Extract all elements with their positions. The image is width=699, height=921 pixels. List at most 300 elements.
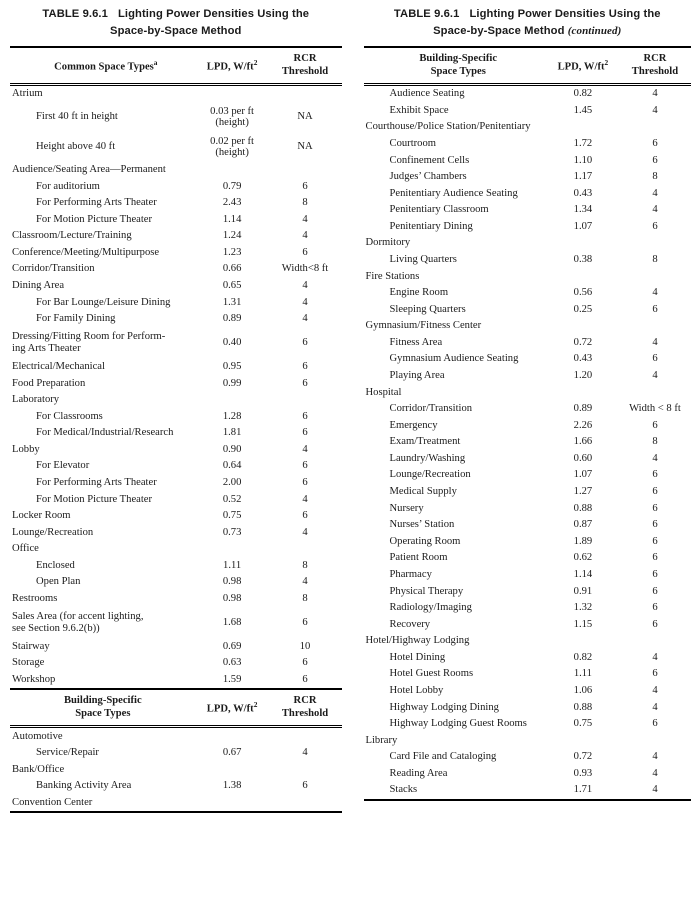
lpd-value-cell: 0.63 xyxy=(222,657,242,669)
rcr-threshold-cell: 6 xyxy=(652,220,658,232)
lpd-value-cell: 0.25 xyxy=(573,303,593,315)
space-type-cell: For Motion Picture Theater xyxy=(36,213,153,225)
table-header-building-right xyxy=(364,47,692,85)
space-type-cell: Sales Area (for accent lighting, see Section 9.6.2(b)) xyxy=(12,610,144,634)
table-row xyxy=(364,650,692,667)
space-type-cell: For Performing Arts Theater xyxy=(36,476,157,488)
table-row xyxy=(364,335,692,352)
rcr-threshold-cell: 4 xyxy=(302,280,308,291)
table-row xyxy=(10,672,342,689)
rcr-threshold-cell: 6 xyxy=(302,673,308,685)
table-number: TABLE 9.6.1 xyxy=(42,8,108,20)
table-row xyxy=(364,285,692,302)
table-common-space-types xyxy=(10,46,342,688)
space-type-cell: For auditorium xyxy=(36,180,100,192)
column-header-rcr: RCR Threshold xyxy=(619,47,691,85)
table-row xyxy=(364,152,692,169)
rcr-threshold-cell: Width<8 ft xyxy=(281,263,329,275)
rcr-threshold-cell: 6 xyxy=(302,460,308,472)
lpd-value-cell: 0.62 xyxy=(573,552,593,564)
space-type-cell: For Family Dining xyxy=(36,313,116,325)
rcr-threshold-cell xyxy=(619,384,691,401)
table-row xyxy=(364,235,692,252)
rcr-threshold-cell: 6 xyxy=(302,427,308,439)
lpd-value-cell: 0.67 xyxy=(222,747,242,759)
table-row xyxy=(10,375,342,392)
table-caption-left xyxy=(10,0,342,46)
lpd-value-cell: 1.28 xyxy=(222,410,242,422)
space-type-cell: Audience/Seating Area—Permanent xyxy=(12,163,166,175)
lpd-value-cell: 1.38 xyxy=(222,780,242,792)
table-row xyxy=(364,351,692,368)
space-type-cell: Office xyxy=(12,543,39,555)
table-row xyxy=(364,534,692,551)
lpd-value-cell: 1.81 xyxy=(222,427,242,439)
table-row xyxy=(10,727,342,745)
space-type-cell: Pharmacy xyxy=(389,568,432,580)
table-row xyxy=(10,103,342,133)
table-row xyxy=(10,558,342,575)
rcr-threshold-cell: 6 xyxy=(652,486,658,498)
lpd-value-cell: 0.95 xyxy=(222,360,242,372)
lpd-value-cell: 1.71 xyxy=(547,782,619,800)
table-row xyxy=(364,633,692,650)
rcr-threshold-cell xyxy=(269,85,342,103)
space-type-cell: Corridor/Transition xyxy=(389,403,473,415)
table-row xyxy=(10,778,342,795)
lpd-value-cell: 0.64 xyxy=(222,460,242,472)
lpd-value-cell xyxy=(547,119,619,136)
table-row xyxy=(10,508,342,525)
lpd-value-cell: 1.89 xyxy=(573,535,593,547)
table-row xyxy=(364,550,692,567)
rcr-threshold-cell: 4 xyxy=(652,767,658,779)
lpd-value-cell: 1.23 xyxy=(222,246,242,258)
lpd-value-cell: 1.07 xyxy=(573,469,593,481)
lpd-value-cell xyxy=(196,795,269,813)
table-row xyxy=(10,795,342,813)
space-type-cell: For Performing Arts Theater xyxy=(36,197,157,209)
rcr-threshold-cell: 4 xyxy=(302,313,308,325)
lpd-value-cell: 2.26 xyxy=(573,419,593,431)
table-row xyxy=(364,318,692,335)
space-type-cell: Penitentiary Audience Seating xyxy=(389,187,518,199)
space-type-cell: Playing Area xyxy=(389,370,445,382)
lpd-value-cell xyxy=(547,235,619,252)
space-type-cell: Laundry/Washing xyxy=(389,452,466,464)
space-type-cell: Sleeping Quarters xyxy=(389,303,466,315)
table-row xyxy=(364,185,692,202)
column-header-rcr: RCR Threshold xyxy=(269,689,342,727)
space-type-cell: For Classrooms xyxy=(36,410,103,422)
table-header-building-left xyxy=(10,689,342,727)
space-type-cell: Audience Seating xyxy=(389,88,465,100)
rcr-threshold-cell: NA xyxy=(297,111,313,123)
column-header-lpd: LPD, $W/ft^2$ xyxy=(196,47,269,85)
rcr-threshold-cell: 6 xyxy=(652,568,658,580)
rcr-threshold-cell: 4 xyxy=(302,493,308,505)
table-row xyxy=(10,294,342,311)
lpd-value-cell: 1.20 xyxy=(573,370,593,382)
space-type-cell: Nurses’ Station xyxy=(389,519,455,531)
lpd-value-cell: 0.79 xyxy=(222,180,242,192)
footnote-marker-a: a xyxy=(153,57,158,67)
table-row xyxy=(364,733,692,750)
lpd-value-cell: 0.66 xyxy=(222,263,242,275)
rcr-threshold-cell: 6 xyxy=(652,552,658,564)
lpd-value-cell: 1.45 xyxy=(573,104,593,116)
lpd-value-cell xyxy=(196,541,269,558)
table-title-line1: Lighting Power Densities Using the xyxy=(117,8,310,20)
table-row xyxy=(364,484,692,501)
table-building-specific-left xyxy=(10,688,342,813)
rcr-threshold-cell xyxy=(619,733,691,750)
column-header-building-space-type: Building-Specific Space Types xyxy=(10,689,196,727)
rcr-threshold-cell: 6 xyxy=(652,469,658,481)
table-row xyxy=(364,500,692,517)
lpd-value-cell: 0.87 xyxy=(573,519,593,531)
table-row xyxy=(364,716,692,733)
space-type-cell: Dressing/Fitting Room for Perform- ing Arts Theater xyxy=(12,330,166,355)
lpd-value-cell xyxy=(547,318,619,335)
table-row xyxy=(364,517,692,534)
space-type-cell: Engine Room xyxy=(389,287,449,299)
table-row xyxy=(364,782,692,800)
lpd-value-cell xyxy=(547,633,619,650)
table-row xyxy=(10,132,342,162)
rcr-threshold-cell: 4 xyxy=(652,187,658,199)
lpd-value-cell: 0.43 xyxy=(573,187,593,199)
space-type-cell: Height above 40 ft xyxy=(36,140,116,152)
table-row xyxy=(364,85,692,103)
rcr-threshold-cell: 6 xyxy=(302,360,308,372)
space-type-cell: Conference/Meeting/Multipurpose xyxy=(12,246,160,258)
space-type-cell: Gymnasium Audience Seating xyxy=(389,353,519,365)
space-type-cell: Patient Room xyxy=(389,552,448,564)
table-row xyxy=(364,567,692,584)
table-row xyxy=(364,418,692,435)
rcr-threshold-cell: 8 xyxy=(652,436,658,448)
table-row xyxy=(364,749,692,766)
rcr-threshold-cell: 4 xyxy=(652,452,658,464)
table-row xyxy=(10,261,342,278)
rcr-threshold-cell: 6 xyxy=(652,303,658,315)
lpd-value-cell: 1.14 xyxy=(573,568,593,580)
rcr-threshold-cell: 10 xyxy=(299,640,311,652)
rcr-threshold-cell: 6 xyxy=(302,657,308,669)
table-body-building-right xyxy=(364,85,692,800)
lpd-value-cell xyxy=(196,761,269,778)
table-row xyxy=(10,425,342,442)
rcr-threshold-cell xyxy=(269,795,342,813)
lpd-value-cell: 1.11 xyxy=(223,559,242,571)
lpd-value-cell: 1.06 xyxy=(573,685,593,696)
space-type-cell: Highway Lodging Dining xyxy=(389,701,499,713)
rcr-threshold-cell xyxy=(619,119,691,136)
table-row xyxy=(10,541,342,558)
column-header-lpd: LPD, $W/ft^2$ xyxy=(547,47,619,85)
table-row xyxy=(364,302,692,319)
lpd-value-cell: 0.91 xyxy=(573,585,593,597)
space-type-cell: Nursery xyxy=(389,502,424,514)
space-type-cell: Physical Therapy xyxy=(389,585,464,597)
space-type-cell: Dormitory xyxy=(365,237,411,249)
lpd-value-cell: 0.93 xyxy=(573,767,593,779)
space-type-cell: Automotive xyxy=(12,730,63,742)
space-type-cell: Open Plan xyxy=(36,576,81,588)
rcr-threshold-cell: 6 xyxy=(652,718,658,730)
table-row xyxy=(364,666,692,683)
space-type-cell: Emergency xyxy=(389,419,438,431)
table-row xyxy=(364,467,692,484)
lpd-value-cell: 0.03 per ft (height) xyxy=(210,105,255,129)
lpd-value-cell: 0.52 xyxy=(222,493,242,505)
lpd-value-cell xyxy=(196,85,269,103)
table-row xyxy=(364,268,692,285)
table-row xyxy=(10,574,342,591)
rcr-threshold-cell: 6 xyxy=(302,180,308,192)
space-type-cell: Dining Area xyxy=(12,280,65,291)
table-row xyxy=(364,169,692,186)
rcr-threshold-cell: 6 xyxy=(652,535,658,547)
rcr-threshold-cell: 6 xyxy=(302,377,308,389)
rcr-threshold-cell: 6 xyxy=(302,246,308,258)
rcr-threshold-cell xyxy=(269,761,342,778)
space-type-cell: Food Preparation xyxy=(12,377,86,389)
rcr-threshold-cell: 4 xyxy=(302,213,308,225)
lpd-value-cell: 1.24 xyxy=(222,230,242,242)
table-row xyxy=(364,617,692,634)
space-type-cell: For Bar Lounge/Leisure Dining xyxy=(36,296,171,308)
space-type-cell: Penitentiary Dining xyxy=(389,220,473,232)
space-type-cell: Locker Room xyxy=(12,510,71,522)
rcr-threshold-cell: 4 xyxy=(302,296,308,308)
space-type-cell: Confinement Cells xyxy=(389,154,470,166)
table-row xyxy=(10,195,342,212)
lpd-value-cell: 1.27 xyxy=(573,486,593,498)
table-row xyxy=(10,212,342,229)
rcr-threshold-cell xyxy=(619,318,691,335)
space-type-cell: Lounge/Recreation xyxy=(389,469,471,481)
space-type-cell: Medical Supply xyxy=(389,486,457,498)
rcr-threshold-cell xyxy=(619,633,691,650)
lpd-value-cell: 1.59 xyxy=(222,673,242,685)
rcr-threshold-cell: 6 xyxy=(302,337,308,349)
space-type-cell: Service/Repair xyxy=(36,747,99,759)
table-row xyxy=(364,699,692,716)
lpd-value-cell: 0.69 xyxy=(222,640,242,652)
space-type-cell: Exhibit Space xyxy=(389,104,449,116)
column-header-building-space-type: Building-Specific Space Types xyxy=(364,47,547,85)
space-type-cell: Bank/Office xyxy=(12,763,65,775)
space-type-cell: Courthouse/Police Station/Penitentiary xyxy=(365,121,531,133)
table-row xyxy=(364,583,692,600)
space-type-cell: Penitentiary Classroom xyxy=(389,204,489,216)
lpd-value-cell: 0.75 xyxy=(573,718,593,730)
rcr-threshold-cell: NA xyxy=(297,140,313,152)
table-row xyxy=(10,359,342,376)
table-building-specific-right xyxy=(364,46,692,801)
lpd-value-cell xyxy=(196,392,269,409)
rcr-threshold-cell: 6 xyxy=(652,618,658,630)
lpd-value-cell xyxy=(547,384,619,401)
space-type-cell: Hotel/Highway Lodging xyxy=(365,635,470,647)
space-type-cell: Lobby xyxy=(12,443,40,455)
column-header-rcr: RCR Threshold xyxy=(269,47,342,85)
lpd-value-cell: 2.00 xyxy=(222,476,242,488)
table-title-line2: Space-by-Space Method xyxy=(110,25,242,37)
space-type-cell: Workshop xyxy=(12,673,56,685)
space-type-cell: First 40 ft in height xyxy=(36,111,118,123)
lpd-value-cell: 0.38 xyxy=(573,253,593,265)
rcr-threshold-cell: 4 xyxy=(302,526,308,538)
rcr-threshold-cell: 4 xyxy=(652,370,658,382)
space-type-cell: Fire Stations xyxy=(365,270,420,282)
table-title-line2: Space-by-Space Method xyxy=(433,25,565,37)
rcr-threshold-cell: 8 xyxy=(302,593,308,605)
table-row xyxy=(10,442,342,459)
rcr-threshold-cell: 8 xyxy=(652,253,658,265)
space-type-cell: Reading Area xyxy=(389,767,448,779)
rcr-threshold-cell: 6 xyxy=(652,602,658,614)
column-header-space-type: Common Space Types$^a$ xyxy=(10,47,196,85)
rcr-threshold-cell: 6 xyxy=(652,353,658,365)
table-row xyxy=(10,639,342,656)
space-type-cell: Stacks xyxy=(364,782,547,800)
space-type-cell: Highway Lodging Guest Rooms xyxy=(389,718,527,730)
table-header-common xyxy=(10,47,342,85)
table-row xyxy=(364,683,692,700)
continued-label: (continued) xyxy=(567,25,622,37)
right-column xyxy=(350,0,699,921)
table-caption-right xyxy=(364,0,692,46)
rcr-threshold-cell: 6 xyxy=(652,502,658,514)
lpd-value-cell: 0.40 xyxy=(222,337,242,349)
space-type-cell: Enclosed xyxy=(36,559,75,571)
lpd-value-cell: 1.17 xyxy=(573,171,593,183)
rcr-threshold-cell: 6 xyxy=(302,510,308,522)
rcr-threshold-cell: 4 xyxy=(652,104,658,116)
lpd-value-cell: 0.98 xyxy=(222,593,242,605)
table-row xyxy=(364,136,692,153)
rcr-threshold-cell: 4 xyxy=(302,230,308,242)
lpd-value-cell: 2.43 xyxy=(222,197,242,209)
space-type-cell: Storage xyxy=(12,657,45,669)
rcr-threshold-cell xyxy=(269,727,342,745)
lpd-value-cell xyxy=(196,727,269,745)
rcr-threshold-cell: 6 xyxy=(652,668,658,680)
rcr-threshold-cell: 8 xyxy=(302,559,308,571)
space-type-cell: Classroom/Lecture/Training xyxy=(12,230,132,242)
rcr-threshold-cell: 6 xyxy=(302,616,308,628)
lpd-value-cell: 0.02 per ft (height) xyxy=(210,135,255,158)
space-type-cell: Card File and Cataloging xyxy=(389,751,497,763)
table-row xyxy=(10,745,342,762)
rcr-threshold-cell: 4 xyxy=(652,287,658,299)
space-type-cell: Laboratory xyxy=(12,394,60,406)
lpd-value-cell: 0.90 xyxy=(222,443,242,455)
lpd-value-cell: 1.72 xyxy=(573,137,593,149)
rcr-threshold-cell: 4 xyxy=(652,751,658,763)
table-row xyxy=(364,202,692,219)
table-row xyxy=(10,408,342,425)
rcr-threshold-cell: Width < 8 ft xyxy=(629,403,681,415)
space-type-cell: Corridor/Transition xyxy=(12,263,95,275)
table-row xyxy=(364,766,692,783)
table-body-common xyxy=(10,85,342,689)
lpd-value-cell xyxy=(547,268,619,285)
rcr-threshold-cell: 6 xyxy=(652,419,658,431)
lpd-value-cell: 1.34 xyxy=(573,204,593,216)
rcr-threshold-cell: 4 xyxy=(302,576,308,588)
lpd-value-cell: 0.98 xyxy=(222,576,242,588)
lpd-value-cell: 0.82 xyxy=(573,88,593,100)
table-row xyxy=(10,85,342,103)
rcr-threshold-cell: 4 xyxy=(652,701,658,713)
table-row xyxy=(10,458,342,475)
table-row xyxy=(364,401,692,418)
table-row xyxy=(10,525,342,542)
lpd-value-cell: 0.72 xyxy=(573,751,593,763)
lpd-value-cell: 0.88 xyxy=(573,502,593,514)
space-type-cell: For Medical/Industrial/Research xyxy=(36,427,174,439)
space-type-cell: Lounge/Recreation xyxy=(12,526,94,538)
lpd-value-cell: 1.07 xyxy=(573,220,593,232)
lpd-value-cell: 0.72 xyxy=(573,336,593,348)
lpd-value-cell: 0.89 xyxy=(573,403,593,415)
table-body-building-left xyxy=(10,727,342,812)
lpd-value-cell: 0.73 xyxy=(222,526,242,538)
rcr-threshold-cell xyxy=(269,541,342,558)
lpd-value-cell xyxy=(196,162,269,179)
table-row xyxy=(10,245,342,262)
lpd-value-cell: 1.66 xyxy=(573,436,593,448)
rcr-threshold-cell xyxy=(619,235,691,252)
rcr-threshold-cell: 6 xyxy=(302,476,308,488)
space-type-cell: Courtroom xyxy=(389,137,436,149)
space-type-cell: Restrooms xyxy=(12,593,58,605)
space-type-cell: Library xyxy=(365,734,398,746)
space-type-cell: Banking Activity Area xyxy=(36,780,132,792)
table-row xyxy=(10,178,342,195)
rcr-threshold-cell: 8 xyxy=(652,171,658,183)
table-row xyxy=(364,119,692,136)
lpd-value-cell: 0.75 xyxy=(222,510,242,522)
table-row xyxy=(10,328,342,359)
rcr-threshold-cell xyxy=(269,162,342,179)
table-row xyxy=(10,278,342,295)
space-type-cell: Operating Room xyxy=(389,535,461,547)
rcr-threshold-cell: 6 xyxy=(652,137,658,149)
lpd-value-cell: 0.89 xyxy=(222,313,242,325)
lpd-value-cell: 0.88 xyxy=(573,701,593,713)
rcr-threshold-cell: 6 xyxy=(652,154,658,166)
space-type-cell: Gymnasium/Fitness Center xyxy=(365,320,482,332)
lpd-value-cell: 0.56 xyxy=(573,287,593,299)
space-type-cell: For Elevator xyxy=(36,460,90,472)
table-row xyxy=(364,451,692,468)
table-row xyxy=(10,162,342,179)
lpd-value-cell: 1.68 xyxy=(222,616,242,628)
lpd-value-cell: 1.15 xyxy=(573,618,593,630)
rcr-threshold-cell: 4 xyxy=(652,651,658,663)
table-row xyxy=(10,392,342,409)
table-row xyxy=(364,600,692,617)
lpd-value-cell: 1.32 xyxy=(573,602,593,614)
rcr-threshold-cell: 4 xyxy=(652,336,658,348)
table-row xyxy=(10,655,342,672)
rcr-threshold-cell: 4 xyxy=(652,88,658,100)
